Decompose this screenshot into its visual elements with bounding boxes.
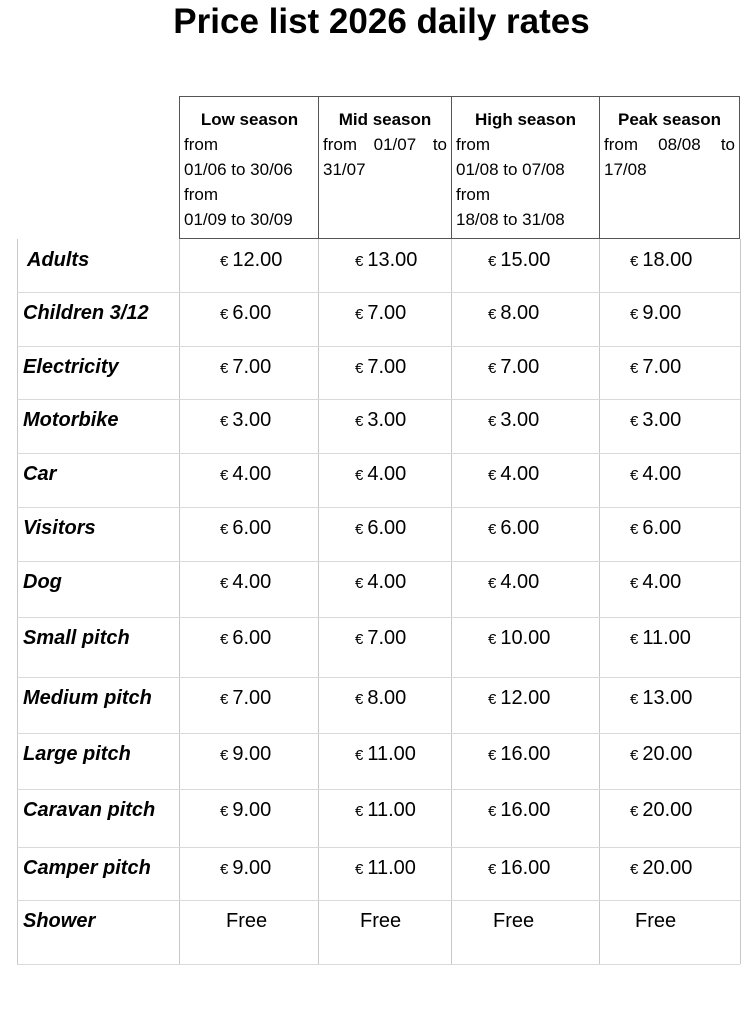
price-value: 3.00 xyxy=(642,409,682,431)
euro-symbol: € xyxy=(355,861,364,878)
free-cell: Free xyxy=(226,910,268,932)
price-cell xyxy=(630,799,692,822)
free-cell: Free xyxy=(360,910,402,932)
price-value: 16.00 xyxy=(500,743,551,765)
euro-symbol: € xyxy=(488,306,497,323)
season-name: Low season xyxy=(200,110,299,129)
euro-symbol: € xyxy=(630,253,639,270)
price-cell xyxy=(220,627,271,650)
price-value: 6.00 xyxy=(500,517,540,539)
euro-symbol: € xyxy=(220,575,229,592)
row-label: Electricity xyxy=(23,356,119,378)
price-value: 9.00 xyxy=(232,857,272,879)
table-column-divider xyxy=(451,239,452,964)
price-cell xyxy=(488,409,539,432)
price-value: 4.00 xyxy=(367,571,407,593)
row-label: Dog xyxy=(23,571,62,593)
euro-symbol: € xyxy=(630,575,639,592)
price-value: 4.00 xyxy=(642,463,682,485)
table-row-divider xyxy=(17,900,740,901)
season-period-line: from xyxy=(184,135,218,154)
price-cell xyxy=(488,356,539,379)
price-value: 11.00 xyxy=(367,743,416,765)
euro-symbol: € xyxy=(488,803,497,820)
table-row-divider xyxy=(17,964,740,965)
euro-symbol: € xyxy=(220,803,229,820)
price-cell xyxy=(355,517,406,540)
price-cell xyxy=(630,517,681,540)
price-value: 12.00 xyxy=(500,687,551,709)
price-cell xyxy=(488,627,550,650)
price-value: 7.00 xyxy=(642,356,682,378)
euro-symbol: € xyxy=(220,306,229,323)
price-value: 3.00 xyxy=(367,409,407,431)
euro-symbol: € xyxy=(488,360,497,377)
price-value: 7.00 xyxy=(500,356,540,378)
table-row-divider xyxy=(17,789,740,790)
price-value: 11.00 xyxy=(367,857,416,879)
price-cell xyxy=(355,409,406,432)
euro-symbol: € xyxy=(355,306,364,323)
euro-symbol: € xyxy=(355,747,364,764)
row-label: Motorbike xyxy=(23,409,119,431)
euro-symbol: € xyxy=(220,861,229,878)
euro-symbol: € xyxy=(355,575,364,592)
free-cell: Free xyxy=(635,910,677,932)
euro-symbol: € xyxy=(488,691,497,708)
price-cell xyxy=(630,571,681,594)
euro-symbol: € xyxy=(488,861,497,878)
season-name: High season xyxy=(474,110,577,129)
euro-symbol: € xyxy=(220,747,229,764)
price-cell xyxy=(220,356,271,379)
price-cell xyxy=(220,799,271,822)
price-value: 8.00 xyxy=(367,687,407,709)
price-value: 20.00 xyxy=(642,743,693,765)
price-value: 9.00 xyxy=(642,302,682,324)
price-value: 11.00 xyxy=(642,627,691,649)
price-cell xyxy=(355,302,406,325)
season-period-line: from xyxy=(184,185,218,204)
price-cell xyxy=(630,302,681,325)
price-cell xyxy=(355,627,406,650)
table-row-divider xyxy=(17,453,740,454)
row-label: Adults xyxy=(27,249,90,271)
euro-symbol: € xyxy=(355,413,364,430)
euro-symbol: € xyxy=(630,691,639,708)
euro-symbol: € xyxy=(355,467,364,484)
table-column-divider xyxy=(740,239,741,964)
price-cell xyxy=(220,249,282,272)
price-cell xyxy=(488,302,539,325)
euro-symbol: € xyxy=(355,360,364,377)
row-label: Small pitch xyxy=(23,627,130,649)
page-title: Price list 2026 daily rates xyxy=(173,2,590,41)
table-column-divider xyxy=(318,239,319,964)
price-value: 7.00 xyxy=(232,687,272,709)
price-cell xyxy=(630,409,681,432)
price-value: 20.00 xyxy=(642,857,693,879)
euro-symbol: € xyxy=(220,521,229,538)
price-cell xyxy=(220,687,271,710)
price-cell xyxy=(488,571,539,594)
row-label: Caravan pitch xyxy=(23,799,156,821)
price-cell xyxy=(220,517,271,540)
table-row-divider xyxy=(17,507,740,508)
table-row-divider xyxy=(17,399,740,400)
season-period-line: 01/09 to 30/09 xyxy=(184,210,293,229)
table-row-divider xyxy=(17,847,740,848)
price-cell xyxy=(630,687,692,710)
price-value: 4.00 xyxy=(232,463,272,485)
euro-symbol: € xyxy=(630,306,639,323)
price-value: 6.00 xyxy=(367,517,407,539)
price-value: 16.00 xyxy=(500,857,551,879)
price-value: 4.00 xyxy=(232,571,272,593)
price-value: 16.00 xyxy=(500,799,551,821)
euro-symbol: € xyxy=(220,467,229,484)
euro-symbol: € xyxy=(488,467,497,484)
price-value: 6.00 xyxy=(232,627,272,649)
table-row-divider xyxy=(17,561,740,562)
season-header-peak xyxy=(599,96,740,239)
euro-symbol: € xyxy=(488,413,497,430)
euro-symbol: € xyxy=(630,521,639,538)
row-label: Children 3/12 xyxy=(23,302,149,324)
season-name: Mid season xyxy=(338,110,432,129)
season-header-mid xyxy=(318,96,451,239)
price-cell xyxy=(488,463,539,486)
price-cell xyxy=(355,799,416,822)
price-cell xyxy=(220,571,271,594)
price-value: 4.00 xyxy=(500,463,540,485)
row-label: Medium pitch xyxy=(23,687,152,709)
table-row-divider xyxy=(17,617,740,618)
euro-symbol: € xyxy=(355,521,364,538)
price-value: 7.00 xyxy=(367,627,407,649)
price-value: 3.00 xyxy=(232,409,272,431)
season-period-line: from xyxy=(456,185,490,204)
price-value: 9.00 xyxy=(232,799,272,821)
euro-symbol: € xyxy=(630,631,639,648)
season-period-line: from 01/07 to 31/07 xyxy=(323,135,447,179)
price-value: 7.00 xyxy=(367,356,407,378)
price-value: 4.00 xyxy=(642,571,682,593)
price-cell xyxy=(630,463,681,486)
price-value: 11.00 xyxy=(367,799,416,821)
table-column-divider xyxy=(17,239,18,964)
euro-symbol: € xyxy=(488,631,497,648)
euro-symbol: € xyxy=(630,360,639,377)
price-value: 8.00 xyxy=(500,302,540,324)
free-cell: Free xyxy=(493,910,535,932)
price-value: 15.00 xyxy=(500,249,551,271)
euro-symbol: € xyxy=(488,253,497,270)
season-name: Peak season xyxy=(617,110,721,129)
table-column-divider xyxy=(179,239,180,964)
row-label: Shower xyxy=(23,910,96,932)
euro-symbol: € xyxy=(630,747,639,764)
price-cell xyxy=(630,249,692,272)
price-value: 4.00 xyxy=(500,571,540,593)
price-value: 6.00 xyxy=(232,302,272,324)
euro-symbol: € xyxy=(630,467,639,484)
season-period-line: from 08/08 to 17/08 xyxy=(604,135,735,179)
euro-symbol: € xyxy=(630,413,639,430)
price-value: 3.00 xyxy=(500,409,540,431)
price-cell xyxy=(220,463,271,486)
price-cell xyxy=(220,409,271,432)
price-cell xyxy=(630,743,692,766)
price-value: 12.00 xyxy=(232,249,283,271)
price-value: 9.00 xyxy=(232,743,272,765)
season-period-line: 01/08 to 07/08 xyxy=(456,160,565,179)
price-cell xyxy=(488,687,550,710)
euro-symbol: € xyxy=(488,575,497,592)
price-cell xyxy=(355,249,417,272)
euro-symbol: € xyxy=(220,691,229,708)
price-cell xyxy=(488,799,550,822)
price-cell xyxy=(220,857,271,880)
season-period-line: 01/06 to 30/06 xyxy=(184,160,293,179)
euro-symbol: € xyxy=(220,253,229,270)
table-row-divider xyxy=(17,292,740,293)
euro-symbol: € xyxy=(630,803,639,820)
price-value: 6.00 xyxy=(642,517,682,539)
euro-symbol: € xyxy=(488,747,497,764)
price-cell xyxy=(355,571,406,594)
price-cell xyxy=(488,857,550,880)
table-row-divider xyxy=(17,733,740,734)
euro-symbol: € xyxy=(630,861,639,878)
price-value: 4.00 xyxy=(367,463,407,485)
price-value: 10.00 xyxy=(500,627,551,649)
season-header-low xyxy=(179,96,319,239)
price-value: 20.00 xyxy=(642,799,693,821)
price-cell xyxy=(355,743,416,766)
euro-symbol: € xyxy=(220,360,229,377)
price-cell xyxy=(220,743,271,766)
row-label: Car xyxy=(23,463,57,485)
euro-symbol: € xyxy=(220,631,229,648)
price-value: 7.00 xyxy=(367,302,407,324)
table-row-divider xyxy=(17,346,740,347)
price-value: 13.00 xyxy=(367,249,418,271)
price-cell xyxy=(630,857,692,880)
price-value: 13.00 xyxy=(642,687,693,709)
price-cell xyxy=(488,517,539,540)
price-cell xyxy=(355,356,406,379)
season-header-high xyxy=(451,96,599,239)
row-label: Camper pitch xyxy=(23,857,151,879)
euro-symbol: € xyxy=(355,631,364,648)
price-value: 6.00 xyxy=(232,517,272,539)
price-cell xyxy=(488,249,550,272)
price-cell xyxy=(630,627,691,650)
price-cell xyxy=(355,687,406,710)
price-cell xyxy=(488,743,550,766)
price-value: 7.00 xyxy=(232,356,272,378)
table-row-divider xyxy=(17,677,740,678)
euro-symbol: € xyxy=(355,803,364,820)
euro-symbol: € xyxy=(488,521,497,538)
euro-symbol: € xyxy=(220,413,229,430)
row-label: Large pitch xyxy=(23,743,131,765)
row-label: Visitors xyxy=(23,517,96,539)
price-cell xyxy=(630,356,681,379)
euro-symbol: € xyxy=(355,691,364,708)
price-cell xyxy=(355,463,406,486)
season-period-line: 18/08 to 31/08 xyxy=(456,210,565,229)
price-value: 18.00 xyxy=(642,249,693,271)
season-period-line: from xyxy=(456,135,490,154)
price-cell xyxy=(220,302,271,325)
euro-symbol: € xyxy=(355,253,364,270)
table-column-divider xyxy=(599,239,600,964)
price-cell xyxy=(355,857,416,880)
